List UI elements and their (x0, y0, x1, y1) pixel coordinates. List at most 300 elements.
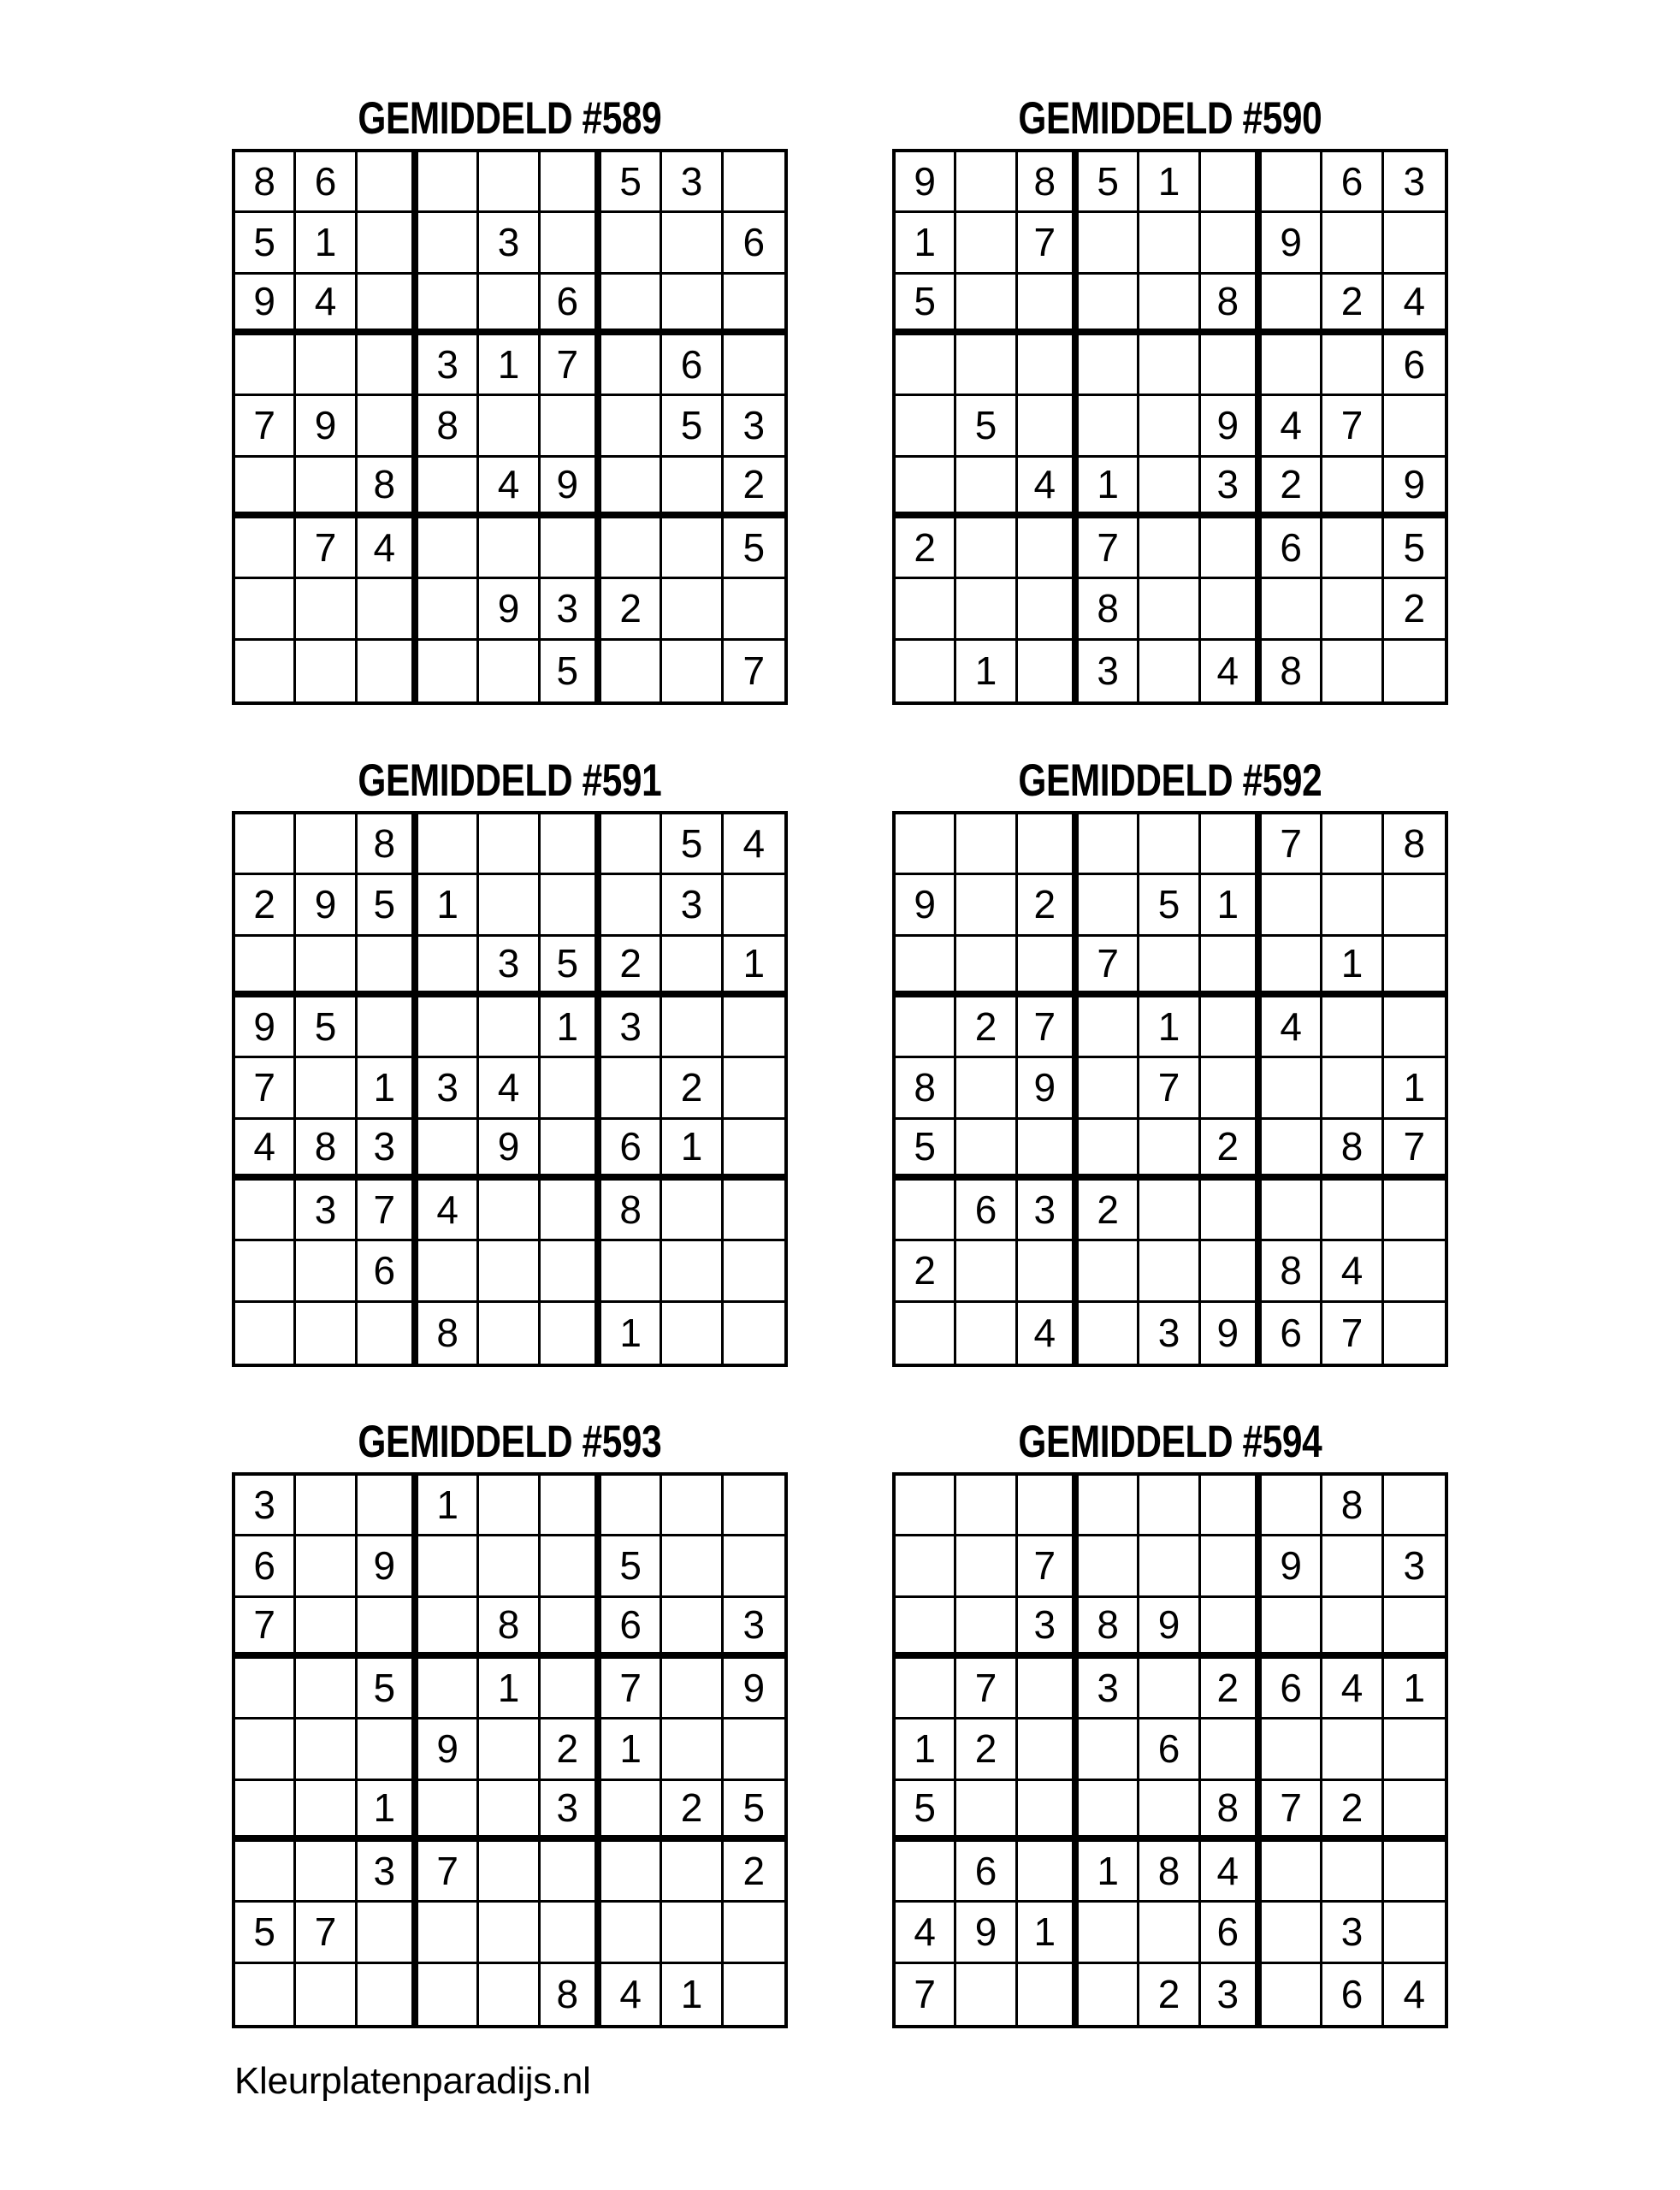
sudoku-cell[interactable]: 3 (601, 997, 662, 1058)
sudoku-cell[interactable]: 9 (296, 875, 357, 936)
sudoku-cell[interactable]: 2 (724, 1842, 784, 1903)
sudoku-cell[interactable] (662, 213, 723, 274)
sudoku-cell[interactable] (296, 1842, 357, 1903)
sudoku-cell[interactable] (662, 275, 723, 335)
sudoku-cell[interactable]: 9 (479, 579, 540, 640)
sudoku-cell[interactable]: 1 (896, 213, 956, 274)
sudoku-cell[interactable] (724, 1058, 784, 1119)
sudoku-cell[interactable] (541, 1842, 601, 1903)
sudoku-cell[interactable]: 5 (956, 396, 1017, 457)
sudoku-cell[interactable] (956, 875, 1017, 936)
sudoku-cell[interactable] (1262, 335, 1322, 396)
sudoku-cell[interactable] (418, 1659, 479, 1719)
sudoku-cell[interactable] (235, 1659, 296, 1719)
sudoku-cell[interactable] (235, 1964, 296, 2025)
sudoku-cell[interactable] (541, 814, 601, 875)
sudoku-cell[interactable]: 6 (601, 1120, 662, 1181)
sudoku-cell[interactable]: 1 (1322, 937, 1383, 997)
sudoku-cell[interactable] (235, 1842, 296, 1903)
sudoku-cell[interactable] (1384, 213, 1445, 274)
sudoku-cell[interactable]: 8 (418, 396, 479, 457)
sudoku-cell[interactable] (296, 1058, 357, 1119)
sudoku-cell[interactable]: 9 (418, 1719, 479, 1780)
sudoku-cell[interactable] (896, 1536, 956, 1597)
sudoku-cell[interactable] (1201, 997, 1262, 1058)
sudoku-cell[interactable] (418, 1120, 479, 1181)
sudoku-cell[interactable] (896, 579, 956, 640)
sudoku-cell[interactable]: 5 (896, 275, 956, 335)
sudoku-cell[interactable]: 4 (418, 1181, 479, 1241)
sudoku-cell[interactable] (479, 275, 540, 335)
sudoku-cell[interactable] (479, 1181, 540, 1241)
sudoku-cell[interactable] (1018, 275, 1079, 335)
sudoku-cell[interactable]: 7 (418, 1842, 479, 1903)
sudoku-cell[interactable] (1322, 997, 1383, 1058)
sudoku-cell[interactable]: 3 (1322, 1903, 1383, 1963)
sudoku-cell[interactable] (896, 814, 956, 875)
sudoku-cell[interactable]: 3 (1018, 1598, 1079, 1659)
sudoku-cell[interactable] (1018, 1659, 1079, 1719)
sudoku-cell[interactable] (479, 518, 540, 579)
sudoku-cell[interactable]: 7 (1018, 1536, 1079, 1597)
sudoku-cell[interactable]: 7 (1139, 1058, 1200, 1119)
sudoku-cell[interactable]: 4 (479, 1058, 540, 1119)
sudoku-cell[interactable] (1322, 641, 1383, 701)
sudoku-cell[interactable] (1384, 997, 1445, 1058)
sudoku-cell[interactable] (358, 1719, 418, 1780)
sudoku-cell[interactable]: 6 (1262, 518, 1322, 579)
sudoku-cell[interactable]: 1 (1384, 1058, 1445, 1119)
sudoku-cell[interactable]: 3 (541, 1781, 601, 1842)
sudoku-cell[interactable] (358, 1598, 418, 1659)
sudoku-cell[interactable]: 8 (1201, 1781, 1262, 1842)
sudoku-cell[interactable]: 7 (235, 1058, 296, 1119)
sudoku-cell[interactable] (1201, 1241, 1262, 1302)
sudoku-cell[interactable]: 4 (1403, 1972, 1426, 2017)
sudoku-cell[interactable]: 7 (1322, 1303, 1383, 1364)
sudoku-cell[interactable] (1201, 518, 1262, 579)
sudoku-cell[interactable] (601, 335, 662, 396)
sudoku-cell[interactable] (724, 1903, 784, 1963)
sudoku-cell[interactable] (235, 814, 296, 875)
sudoku-cell[interactable] (1201, 1058, 1262, 1119)
sudoku-cell[interactable] (1384, 1241, 1445, 1302)
sudoku-cell[interactable] (956, 579, 1017, 640)
sudoku-cell[interactable] (662, 1303, 723, 1364)
sudoku-cell[interactable]: 6 (1139, 1719, 1200, 1780)
sudoku-cell[interactable]: 1 (1139, 152, 1200, 213)
sudoku-cell[interactable] (601, 1781, 662, 1842)
sudoku-cell[interactable] (1384, 1842, 1445, 1903)
sudoku-cell[interactable] (956, 1120, 1017, 1181)
sudoku-cell[interactable]: 6 (1322, 1964, 1383, 2025)
sudoku-cell[interactable] (296, 1659, 357, 1719)
sudoku-cell[interactable] (956, 1781, 1017, 1842)
sudoku-cell[interactable]: 4 (1201, 641, 1262, 701)
sudoku-cell[interactable] (1079, 1536, 1139, 1597)
sudoku-cell[interactable] (296, 937, 357, 997)
sudoku-cell[interactable] (541, 396, 601, 457)
sudoku-cell[interactable] (662, 937, 723, 997)
sudoku-cell[interactable]: 3 (235, 1476, 296, 1536)
sudoku-cell[interactable] (479, 1964, 540, 2025)
sudoku-cell[interactable]: 5 (235, 1903, 296, 1963)
sudoku-cell[interactable]: 7 (1018, 997, 1079, 1058)
sudoku-cell[interactable]: 2 (1322, 275, 1383, 335)
sudoku-cell[interactable] (296, 1598, 357, 1659)
sudoku-cell[interactable]: 1 (418, 1476, 479, 1536)
sudoku-cell[interactable]: 4 (1262, 396, 1322, 457)
sudoku-cell[interactable] (479, 1536, 540, 1597)
sudoku-cell[interactable]: 9 (1018, 1058, 1079, 1119)
sudoku-cell[interactable] (956, 814, 1017, 875)
sudoku-cell[interactable]: 8 (1322, 1120, 1383, 1181)
sudoku-cell[interactable] (1079, 1903, 1139, 1963)
sudoku-cell[interactable]: 6 (1262, 1303, 1322, 1364)
sudoku-cell[interactable] (662, 458, 723, 518)
sudoku-cell[interactable] (1201, 579, 1262, 640)
sudoku-cell[interactable]: 5 (541, 641, 601, 701)
sudoku-cell[interactable]: 3 (1018, 1181, 1079, 1241)
sudoku-cell[interactable] (1322, 213, 1383, 274)
sudoku-cell[interactable]: 2 (896, 1241, 956, 1302)
sudoku-cell[interactable] (724, 579, 784, 640)
sudoku-cell[interactable] (896, 1181, 956, 1241)
sudoku-cell[interactable]: 2 (1079, 1181, 1139, 1241)
sudoku-cell[interactable] (1139, 275, 1200, 335)
sudoku-cell[interactable] (1201, 1476, 1262, 1536)
sudoku-cell[interactable]: 5 (601, 152, 662, 213)
sudoku-cell[interactable] (541, 1476, 601, 1536)
sudoku-cell[interactable] (1079, 1476, 1139, 1536)
sudoku-cell[interactable]: 3 (662, 875, 723, 936)
sudoku-cell[interactable] (541, 1536, 601, 1597)
sudoku-cell[interactable]: 5 (541, 937, 601, 997)
sudoku-cell[interactable]: 8 (896, 1058, 956, 1119)
sudoku-cell[interactable] (662, 997, 723, 1058)
sudoku-cell[interactable] (1262, 1964, 1322, 2025)
sudoku-cell[interactable]: 6 (541, 275, 601, 335)
sudoku-cell[interactable] (662, 641, 723, 701)
sudoku-cell[interactable]: 3 (1079, 1659, 1139, 1719)
sudoku-cell[interactable] (358, 1903, 418, 1963)
sudoku-cell[interactable] (1018, 814, 1079, 875)
sudoku-cell[interactable]: 8 (541, 1964, 601, 2025)
sudoku-cell[interactable] (662, 1659, 723, 1719)
sudoku-cell[interactable]: 7 (235, 1598, 296, 1659)
sudoku-cell[interactable]: 9 (358, 1536, 418, 1597)
sudoku-cell[interactable] (601, 458, 662, 518)
sudoku-cell[interactable] (1018, 396, 1079, 457)
sudoku-cell[interactable]: 3 (1201, 1964, 1262, 2025)
sudoku-cell[interactable]: 2 (601, 579, 662, 640)
sudoku-cell[interactable] (1018, 1781, 1079, 1842)
sudoku-cell[interactable]: 2 (956, 997, 1017, 1058)
sudoku-cell[interactable] (1384, 641, 1445, 701)
sudoku-cell[interactable]: 2 (662, 1058, 723, 1119)
sudoku-cell[interactable]: 7 (541, 335, 601, 396)
sudoku-cell[interactable] (1201, 814, 1262, 875)
sudoku-cell[interactable] (358, 1303, 418, 1364)
sudoku-cell[interactable]: 4 (1018, 1303, 1079, 1364)
sudoku-cell[interactable] (418, 997, 479, 1058)
sudoku-cell[interactable]: 9 (724, 1659, 784, 1719)
sudoku-cell[interactable]: 7 (358, 1181, 418, 1241)
sudoku-cell[interactable] (479, 152, 540, 213)
sudoku-cell[interactable] (1139, 1120, 1200, 1181)
sudoku-cell[interactable] (601, 1241, 662, 1302)
sudoku-cell[interactable] (1262, 152, 1322, 213)
sudoku-cell[interactable] (1139, 1536, 1200, 1597)
sudoku-cell[interactable] (479, 1903, 540, 1963)
sudoku-cell[interactable] (235, 1303, 296, 1364)
sudoku-cell[interactable] (1384, 1181, 1445, 1241)
sudoku-cell[interactable] (956, 1476, 1017, 1536)
sudoku-cell[interactable]: 3 (296, 1181, 357, 1241)
sudoku-cell[interactable]: 4 (296, 275, 357, 335)
sudoku-cell[interactable]: 1 (1384, 1659, 1445, 1719)
sudoku-cell[interactable] (541, 1903, 601, 1963)
sudoku-cell[interactable] (358, 1964, 418, 2025)
sudoku-cell[interactable] (956, 1964, 1017, 2025)
sudoku-cell[interactable] (1018, 1241, 1079, 1302)
sudoku-cell[interactable] (601, 1903, 662, 1963)
sudoku-cell[interactable]: 7 (896, 1964, 956, 2025)
sudoku-cell[interactable]: 9 (235, 275, 296, 335)
sudoku-cell[interactable] (418, 579, 479, 640)
sudoku-cell[interactable] (896, 1303, 956, 1364)
sudoku-cell[interactable]: 8 (1262, 1241, 1322, 1302)
sudoku-cell[interactable] (358, 275, 418, 335)
sudoku-cell[interactable] (896, 396, 956, 457)
sudoku-cell[interactable]: 4 (1262, 997, 1322, 1058)
sudoku-cell[interactable] (1322, 335, 1383, 396)
sudoku-cell[interactable]: 6 (956, 1181, 1017, 1241)
sudoku-cell[interactable]: 3 (418, 1058, 479, 1119)
sudoku-cell[interactable]: 1 (541, 997, 601, 1058)
sudoku-cell[interactable] (662, 518, 723, 579)
sudoku-cell[interactable] (1139, 518, 1200, 579)
sudoku-cell[interactable]: 1 (601, 1719, 662, 1780)
sudoku-cell[interactable]: 7 (1262, 1781, 1322, 1842)
sudoku-cell[interactable] (296, 458, 357, 518)
sudoku-cell[interactable] (896, 1842, 956, 1903)
sudoku-cell[interactable] (896, 335, 956, 396)
sudoku-cell[interactable] (1201, 937, 1262, 997)
sudoku-cell[interactable]: 7 (1322, 396, 1383, 457)
sudoku-cell[interactable] (601, 814, 662, 875)
sudoku-cell[interactable]: 1 (358, 1058, 418, 1119)
sudoku-cell[interactable]: 1 (1079, 1842, 1139, 1903)
sudoku-cell[interactable] (956, 937, 1017, 997)
sudoku-cell[interactable]: 5 (601, 1536, 662, 1597)
sudoku-cell[interactable] (479, 396, 540, 457)
sudoku-cell[interactable] (1262, 1903, 1322, 1963)
sudoku-cell[interactable] (1322, 1058, 1383, 1119)
sudoku-cell[interactable] (235, 458, 296, 518)
sudoku-cell[interactable] (358, 1476, 418, 1536)
sudoku-cell[interactable] (358, 937, 418, 997)
sudoku-cell[interactable] (724, 1964, 784, 2025)
sudoku-cell[interactable] (956, 1598, 1017, 1659)
sudoku-cell[interactable]: 6 (1201, 1903, 1262, 1963)
sudoku-cell[interactable] (1018, 579, 1079, 640)
sudoku-cell[interactable] (1139, 814, 1200, 875)
sudoku-cell[interactable] (1322, 1719, 1383, 1780)
sudoku-cell[interactable] (1384, 875, 1445, 936)
sudoku-cell[interactable] (1322, 814, 1383, 875)
sudoku-cell[interactable]: 1 (358, 1781, 418, 1842)
sudoku-cell[interactable] (956, 335, 1017, 396)
sudoku-cell[interactable] (418, 1964, 479, 2025)
sudoku-cell[interactable] (235, 579, 296, 640)
sudoku-cell[interactable]: 1 (479, 335, 540, 396)
sudoku-cell[interactable] (1079, 335, 1139, 396)
sudoku-cell[interactable] (1018, 518, 1079, 579)
sudoku-cell[interactable] (1201, 335, 1262, 396)
sudoku-cell[interactable]: 9 (235, 997, 296, 1058)
sudoku-cell[interactable] (296, 335, 357, 396)
sudoku-cell[interactable] (1201, 1598, 1262, 1659)
sudoku-cell[interactable] (1018, 1719, 1079, 1780)
sudoku-cell[interactable]: 9 (956, 1903, 1017, 1963)
sudoku-cell[interactable] (235, 641, 296, 701)
sudoku-cell[interactable]: 8 (358, 814, 418, 875)
sudoku-cell[interactable] (1384, 1598, 1445, 1659)
sudoku-cell[interactable]: 8 (358, 458, 418, 518)
sudoku-cell[interactable] (724, 1181, 784, 1241)
sudoku-cell[interactable]: 4 (235, 1120, 296, 1181)
sudoku-cell[interactable] (1079, 275, 1139, 335)
sudoku-cell[interactable] (296, 1719, 357, 1780)
sudoku-cell[interactable] (896, 1476, 956, 1536)
sudoku-cell[interactable] (1322, 1181, 1383, 1241)
sudoku-cell[interactable] (896, 1598, 956, 1659)
sudoku-cell[interactable] (662, 579, 723, 640)
sudoku-cell[interactable]: 3 (479, 937, 540, 997)
sudoku-cell[interactable] (1079, 1241, 1139, 1302)
sudoku-cell[interactable] (601, 875, 662, 936)
sudoku-cell[interactable] (1384, 1781, 1445, 1842)
sudoku-cell[interactable]: 3 (1079, 641, 1139, 701)
sudoku-cell[interactable]: 5 (1139, 875, 1200, 936)
sudoku-cell[interactable]: 3 (358, 1120, 418, 1181)
sudoku-cell[interactable] (296, 1476, 357, 1536)
sudoku-cell[interactable]: 3 (662, 152, 723, 213)
sudoku-cell[interactable]: 9 (1201, 1303, 1262, 1364)
sudoku-cell[interactable] (601, 213, 662, 274)
sudoku-cell[interactable] (235, 1181, 296, 1241)
sudoku-cell[interactable]: 8 (479, 1598, 540, 1659)
sudoku-cell[interactable] (418, 814, 479, 875)
sudoku-cell[interactable]: 6 (724, 213, 784, 274)
sudoku-cell[interactable]: 5 (358, 1659, 418, 1719)
sudoku-cell[interactable]: 7 (1079, 937, 1139, 997)
sudoku-cell[interactable] (541, 213, 601, 274)
sudoku-cell[interactable] (956, 1536, 1017, 1597)
sudoku-cell[interactable]: 7 (1384, 1120, 1445, 1181)
sudoku-cell[interactable]: 7 (742, 648, 766, 694)
sudoku-cell[interactable]: 7 (1079, 518, 1139, 579)
sudoku-cell[interactable] (724, 875, 784, 936)
sudoku-cell[interactable] (724, 1303, 784, 1364)
sudoku-cell[interactable] (1139, 335, 1200, 396)
sudoku-cell[interactable] (1079, 1964, 1139, 2025)
sudoku-cell[interactable] (1139, 396, 1200, 457)
sudoku-cell[interactable] (418, 1536, 479, 1597)
sudoku-cell[interactable] (1201, 213, 1262, 274)
sudoku-cell[interactable] (1018, 937, 1079, 997)
sudoku-cell[interactable] (479, 1842, 540, 1903)
sudoku-cell[interactable] (1262, 1120, 1322, 1181)
sudoku-cell[interactable]: 8 (1201, 275, 1262, 335)
sudoku-cell[interactable] (418, 275, 479, 335)
sudoku-cell[interactable] (956, 152, 1017, 213)
sudoku-cell[interactable] (601, 1058, 662, 1119)
sudoku-cell[interactable]: 3 (1201, 458, 1262, 518)
sudoku-cell[interactable] (724, 275, 784, 335)
sudoku-cell[interactable] (1018, 641, 1079, 701)
sudoku-cell[interactable] (1262, 875, 1322, 936)
sudoku-cell[interactable] (1079, 213, 1139, 274)
sudoku-cell[interactable]: 8 (1079, 579, 1139, 640)
sudoku-cell[interactable] (541, 1303, 601, 1364)
sudoku-cell[interactable] (235, 937, 296, 997)
sudoku-cell[interactable]: 9 (541, 458, 601, 518)
sudoku-cell[interactable] (1201, 1536, 1262, 1597)
sudoku-cell[interactable] (662, 1903, 723, 1963)
sudoku-cell[interactable] (601, 518, 662, 579)
sudoku-cell[interactable] (1079, 814, 1139, 875)
sudoku-cell[interactable] (418, 641, 479, 701)
sudoku-cell[interactable] (956, 213, 1017, 274)
sudoku-cell[interactable] (1079, 875, 1139, 936)
sudoku-cell[interactable]: 4 (1322, 1241, 1383, 1302)
sudoku-cell[interactable] (358, 641, 418, 701)
sudoku-cell[interactable] (296, 579, 357, 640)
sudoku-cell[interactable] (956, 518, 1017, 579)
sudoku-cell[interactable] (1079, 396, 1139, 457)
sudoku-cell[interactable]: 5 (296, 997, 357, 1058)
sudoku-cell[interactable]: 1 (1201, 875, 1262, 936)
sudoku-cell[interactable]: 2 (956, 1719, 1017, 1780)
sudoku-cell[interactable]: 5 (358, 875, 418, 936)
sudoku-cell[interactable] (1018, 1120, 1079, 1181)
sudoku-cell[interactable] (1018, 335, 1079, 396)
sudoku-cell[interactable]: 8 (235, 152, 296, 213)
sudoku-cell[interactable]: 4 (1018, 458, 1079, 518)
sudoku-cell[interactable]: 9 (296, 396, 357, 457)
sudoku-cell[interactable] (1201, 152, 1262, 213)
sudoku-cell[interactable] (479, 1781, 540, 1842)
sudoku-cell[interactable] (956, 275, 1017, 335)
sudoku-cell[interactable]: 2 (235, 875, 296, 936)
sudoku-cell[interactable]: 1 (1139, 997, 1200, 1058)
sudoku-cell[interactable]: 1 (1079, 458, 1139, 518)
sudoku-cell[interactable] (296, 814, 357, 875)
sudoku-cell[interactable] (1079, 1781, 1139, 1842)
sudoku-cell[interactable]: 6 (235, 1536, 296, 1597)
sudoku-cell[interactable]: 2 (724, 458, 784, 518)
sudoku-cell[interactable] (1201, 1719, 1262, 1780)
sudoku-cell[interactable]: 6 (358, 1241, 418, 1302)
sudoku-cell[interactable] (1262, 275, 1322, 335)
sudoku-cell[interactable] (956, 458, 1017, 518)
sudoku-cell[interactable] (724, 1241, 784, 1302)
sudoku-cell[interactable]: 9 (1262, 1536, 1322, 1597)
sudoku-cell[interactable]: 3 (541, 579, 601, 640)
sudoku-cell[interactable] (296, 1964, 357, 2025)
